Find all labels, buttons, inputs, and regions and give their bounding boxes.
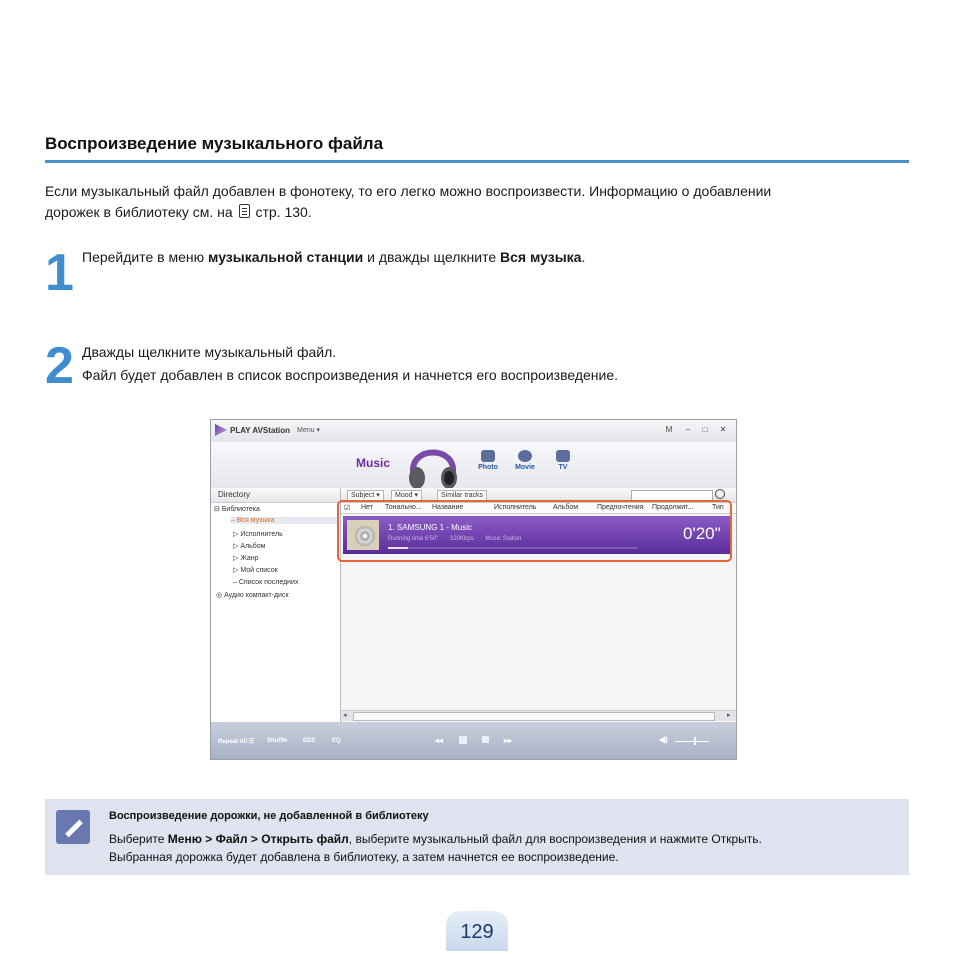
close-button[interactable]: ✕ — [719, 425, 727, 434]
tree-recent-label: Список последних — [238, 579, 299, 586]
tree-library-label: Библиотека — [221, 506, 260, 513]
step-1-text — [82, 246, 585, 269]
headphones-icon — [403, 438, 463, 494]
pencil-icon — [65, 820, 83, 838]
directory-label: Directory — [218, 490, 251, 499]
minimize-button[interactable]: – — [685, 425, 691, 434]
intro-line-1: Если музыкальный файл добавлен в фонотеку, то его легко можно воспроизвести. Информацию о добавлении — [45, 183, 772, 199]
play-logo-icon — [215, 424, 227, 436]
camera-icon — [481, 450, 495, 462]
nav-tv[interactable] — [548, 450, 578, 471]
running-time: Running time 6'50" — [388, 536, 439, 542]
tree-item-audio-cd[interactable]: ◎ Аудио компакт-диск — [216, 592, 289, 599]
step-2-line-1: Дважды щелкните музыкальный файл. — [82, 344, 337, 360]
col-number[interactable]: Нет — [361, 504, 373, 511]
tree-audio-cd-label: Аудио компакт-диск — [224, 592, 289, 599]
step-2-text — [82, 341, 618, 387]
mini-mode-button[interactable]: M — [665, 425, 673, 434]
subject-label: Subject — [351, 492, 375, 499]
menu-label: Menu — [297, 427, 315, 434]
tree-all-music-label: Вся музыка — [236, 517, 275, 524]
mood-label: Mood — [395, 492, 413, 499]
title-bar — [211, 420, 736, 443]
tree-artist-label: Исполнитель — [240, 531, 283, 538]
station-banner — [211, 442, 736, 489]
tree-item-recent[interactable]: – Список последних — [233, 579, 299, 586]
app-name: PLAY AVStation — [230, 426, 291, 435]
repeat-label: Repeat All — [218, 739, 248, 745]
col-key[interactable]: Тонально... — [385, 504, 422, 511]
note-pencil-icon — [56, 810, 90, 844]
page-reference-icon — [239, 204, 250, 218]
note-title: Воспроизведение дорожки, не добавленной в библиотеку — [109, 810, 429, 822]
volume-icon[interactable]: ◀) — [659, 735, 668, 744]
step-1-text-a: Перейдите в меню — [82, 249, 209, 265]
tree-item-all-music[interactable]: – Вся музыка — [231, 517, 337, 524]
intro-line-2a: дорожек в библиотеку см. на — [45, 204, 233, 220]
avstation-window — [210, 419, 737, 760]
player-control-bar — [211, 722, 736, 759]
highlight-frame — [337, 500, 732, 562]
note-box — [45, 799, 909, 875]
col-type[interactable]: Тип — [712, 504, 724, 511]
eds-button[interactable]: EDS — [303, 738, 316, 744]
tree-album-label: Альбом — [240, 543, 266, 550]
step-1-number: 1 — [45, 244, 72, 302]
col-duration[interactable]: Продолжит... — [652, 504, 694, 511]
nav-photo[interactable] — [473, 450, 503, 471]
eq-button[interactable]: EQ — [332, 738, 341, 744]
step-1-bold-a: музыкальной станции — [208, 249, 364, 265]
col-artist[interactable]: Исполнитель — [494, 504, 537, 511]
previous-icon[interactable]: ◂◂ — [435, 736, 444, 745]
tree-item-library[interactable]: ⊟ Библиотека — [214, 506, 260, 513]
volume-slider[interactable] — [675, 741, 709, 742]
track-source: Music Station — [485, 536, 522, 542]
stop-icon[interactable] — [482, 736, 489, 743]
scroll-right-icon[interactable]: ▸ — [727, 712, 731, 719]
nav-photo-label: Photo — [478, 464, 498, 471]
step-1-bold-b: Вся музыка — [500, 249, 582, 265]
page-number: 129 — [460, 921, 494, 943]
note-line-1-b: , выберите музыкальный файл для воспроизведения и нажмите Открыть. — [348, 832, 762, 846]
music-station-label: Music — [356, 456, 391, 470]
scroll-left-icon[interactable]: ◂ — [343, 712, 347, 719]
mood-dropdown[interactable]: Mood ▾ — [391, 490, 422, 502]
bitrate: 320Kbps — [449, 536, 474, 542]
tv-icon — [556, 450, 570, 462]
film-reel-icon — [518, 450, 532, 462]
intro-line-2b: стр. 130. — [255, 204, 312, 220]
tree-item-artist[interactable]: ▷ Исполнитель — [233, 531, 283, 538]
section-title: Воспроизведение музыкального файла — [45, 134, 384, 153]
intro-paragraph — [45, 181, 905, 223]
scrollbar-thumb[interactable] — [353, 712, 715, 721]
select-all-checkbox[interactable]: ☑ — [344, 505, 351, 512]
search-icon[interactable] — [715, 489, 725, 499]
elapsed-time: 0'20" — [683, 524, 721, 543]
nav-tv-label: TV — [558, 464, 568, 471]
shuffle-button[interactable]: Shuffle — [267, 738, 288, 744]
next-icon[interactable]: ▸▸ — [504, 736, 513, 745]
maximize-button[interactable]: □ — [702, 425, 708, 434]
nav-movie[interactable] — [510, 450, 540, 471]
directory-pane — [211, 488, 341, 737]
track-title: 1. SAMSUNG 1 - Music — [388, 523, 473, 532]
repeat-all-button[interactable]: Repeat All ☰ — [218, 739, 255, 745]
title-divider — [45, 160, 909, 163]
volume-handle[interactable] — [694, 737, 696, 745]
col-preference[interactable]: Предпочтения — [597, 504, 644, 511]
note-menu-path: Меню > Файл > Открыть файл — [167, 832, 349, 846]
col-album[interactable]: Альбом — [553, 504, 579, 511]
step-2-line-2: Файл будет добавлен в список воспроизведения и начнется его воспроизведение. — [82, 367, 619, 383]
col-title[interactable]: Название — [432, 504, 464, 511]
similar-tracks-button[interactable]: Similar tracks — [437, 490, 487, 502]
tree-item-genre[interactable]: ▷ Жанр — [233, 555, 259, 562]
pause-icon[interactable] — [459, 736, 467, 744]
subject-dropdown[interactable]: Subject ▾ — [347, 490, 384, 502]
horizontal-scrollbar[interactable] — [341, 710, 736, 721]
note-line-2: Выбранная дорожка будет добавлена в библиотеку, а затем начнется ее воспроизведение. — [109, 850, 619, 864]
tree-genre-label: Жанр — [240, 555, 259, 562]
menu-button[interactable]: Menu ▾ — [297, 427, 320, 434]
nav-movie-label: Movie — [515, 464, 535, 471]
tree-my-list-label: Мой список — [240, 567, 278, 574]
note-line-1-a: Выберите — [109, 832, 168, 846]
tree-item-album[interactable]: ▷ Альбом — [233, 543, 266, 550]
note-line-1 — [109, 832, 762, 846]
directory-header — [211, 488, 340, 503]
step-1-text-c: . — [581, 249, 586, 265]
step-1-text-b: и дважды щелкните — [363, 249, 501, 265]
step-2-number: 2 — [45, 337, 72, 395]
tree-item-my-list[interactable]: ▷ Мой список — [233, 567, 278, 574]
